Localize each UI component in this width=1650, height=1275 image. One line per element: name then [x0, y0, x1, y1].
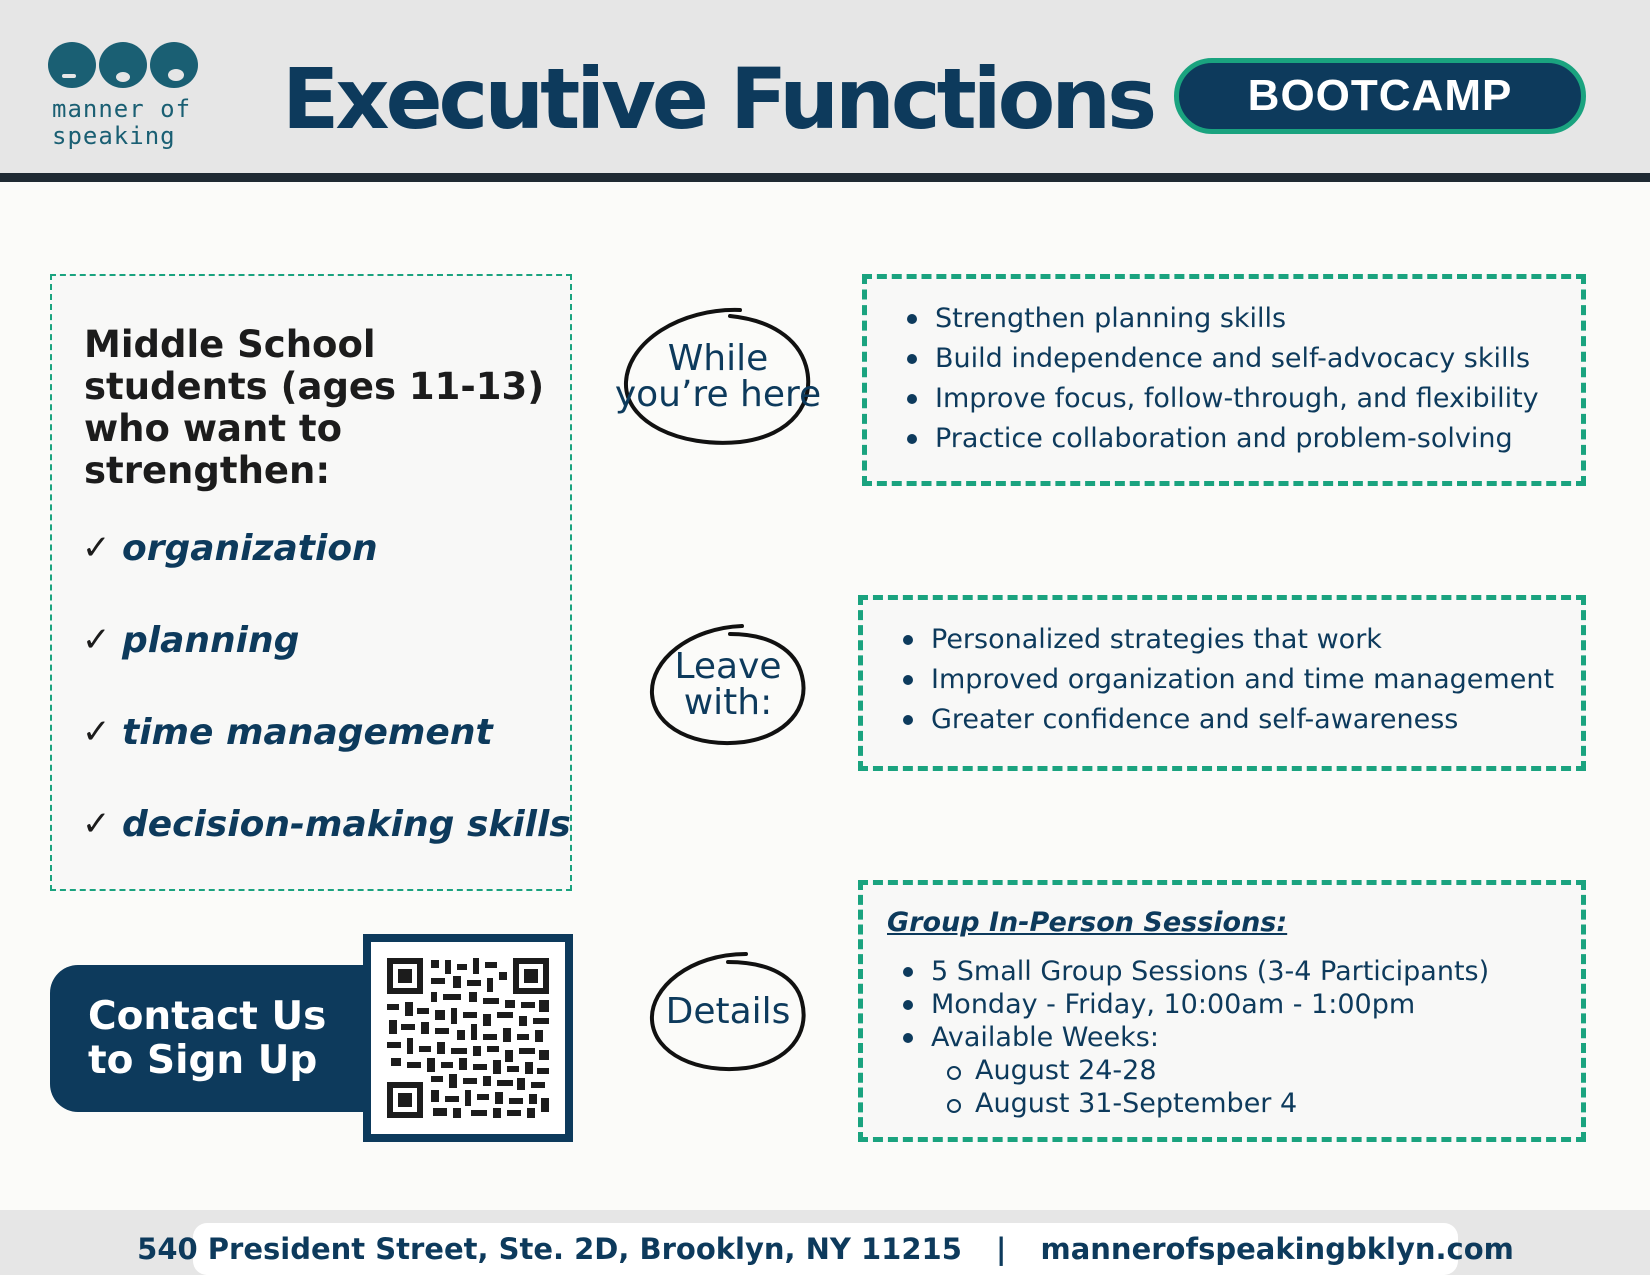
list-item: Build independence and self-advocacy skills [907, 339, 1539, 379]
checklist-label: time management [122, 711, 493, 753]
logo-line-2: speaking [52, 122, 176, 150]
footer-separator: | [995, 1232, 1007, 1266]
leave-label-line-2: with: [683, 682, 773, 723]
checkmark-icon: ✓ [82, 712, 111, 752]
while-bullet-list [907, 299, 1539, 459]
checklist-label: organization [122, 527, 378, 569]
logo-wordmark [52, 96, 212, 150]
weeks-sub-list [947, 1054, 1297, 1120]
contact-sign-up-banner[interactable] [50, 965, 380, 1112]
contact-line-2: to Sign Up [88, 1037, 318, 1083]
logo-line-1: manner of [52, 95, 192, 123]
logo [48, 40, 208, 160]
details-label-word: Details [665, 991, 791, 1032]
footer-contact-bar [137, 1223, 1514, 1275]
details-label [646, 948, 810, 1076]
list-item: Available Weeks: [903, 1021, 1489, 1054]
logo-faces-icon [48, 40, 203, 92]
while-label-line-1: While [667, 338, 769, 379]
leave-bullet-list [903, 620, 1554, 740]
audience-heading: Middle School students (ages 11-13) who want to strengthen: [84, 323, 545, 492]
list-item: Improve focus, follow-through, and flexibility [907, 379, 1539, 419]
checkmark-icon: ✓ [82, 528, 111, 568]
leave-label-text [646, 620, 810, 750]
header [0, 0, 1650, 182]
qr-code-icon [387, 958, 549, 1118]
leave-label-line-1: Leave [674, 646, 782, 687]
while-label-line-2: you’re here [614, 374, 822, 415]
list-item: 5 Small Group Sessions (3-4 Participants) [903, 955, 1489, 988]
while-youre-here-label [614, 302, 822, 452]
list-item: Practice collaboration and problem-solving [907, 419, 1539, 459]
list-item: Personalized strategies that work [903, 620, 1554, 660]
checklist-item [82, 523, 378, 573]
list-item: August 24-28 [947, 1054, 1297, 1087]
qr-code[interactable] [363, 934, 573, 1142]
checklist-item [82, 615, 299, 665]
footer-address: 540 President Street, Ste. 2D, Brooklyn, NY 11215 [137, 1232, 962, 1266]
checklist-label: planning [122, 619, 300, 661]
list-item: Greater confidence and self-awareness [903, 700, 1554, 740]
details-label-text [646, 948, 810, 1076]
checklist-item [82, 707, 493, 757]
checkmark-icon: ✓ [82, 620, 111, 660]
list-item: Improved organization and time management [903, 660, 1554, 700]
details-bullet-list [903, 955, 1489, 1054]
checklist-label: decision-making skills [122, 803, 571, 845]
list-item: Monday - Friday, 10:00am - 1:00pm [903, 988, 1489, 1021]
contact-line-1: Contact Us [88, 993, 327, 1039]
while-label-text [614, 302, 822, 452]
footer-website-link[interactable]: mannerofspeakingbklyn.com [1040, 1232, 1514, 1266]
checkmark-icon: ✓ [82, 804, 111, 844]
while-youre-here-box [862, 274, 1586, 486]
audience-box [50, 274, 572, 891]
checklist-item [82, 799, 571, 849]
list-item: Strengthen planning skills [907, 299, 1539, 339]
list-item: August 31-September 4 [947, 1087, 1297, 1120]
bootcamp-badge: BOOTCAMP [1174, 58, 1586, 134]
details-box [858, 880, 1586, 1142]
leave-with-label [646, 620, 810, 750]
footer [0, 1210, 1650, 1275]
details-heading: Group In-Person Sessions: [887, 907, 1288, 938]
leave-with-box [858, 595, 1586, 771]
page-title: Executive Functions [282, 50, 1154, 148]
